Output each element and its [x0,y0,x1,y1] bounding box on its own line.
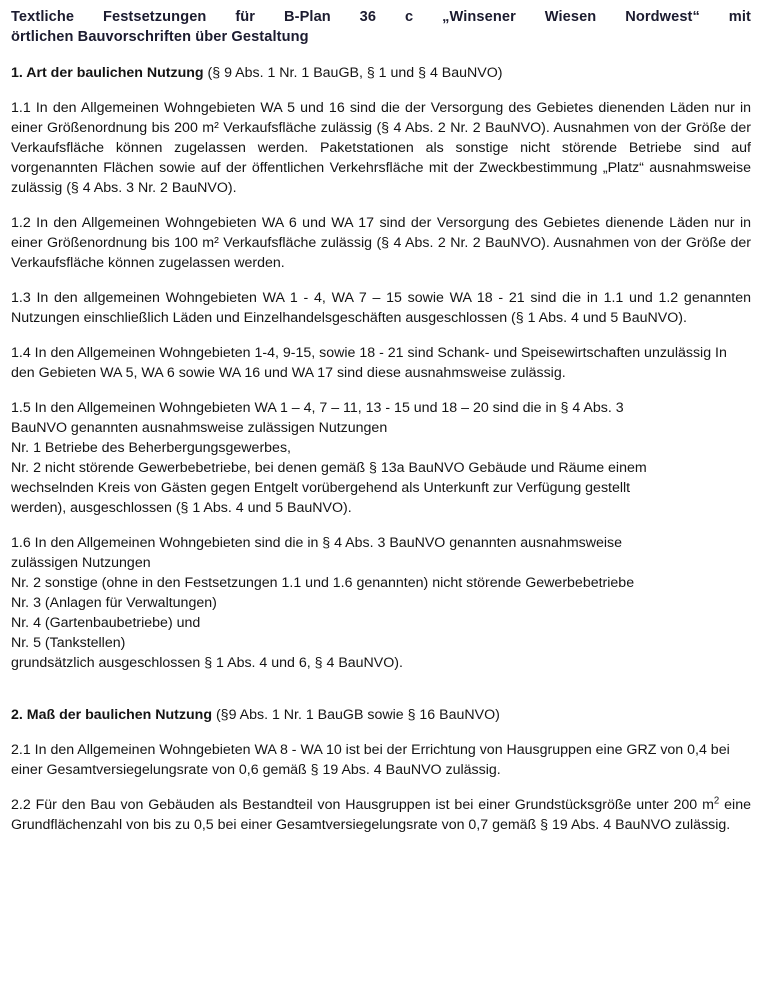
paragraph-2-2-part-1: 2.2 Für den Bau von Gebäuden als Bestandteil von Hausgruppen ist bei einer Grundstücksgröße unter 200 m [11,797,714,813]
paragraph-1-6-line-4: Nr. 3 (Anlagen für Verwaltungen) [11,595,217,611]
paragraph-1-2: 1.2 In den Allgemeinen Wohngebieten WA 6 und WA 17 sind der Versorgung des Gebietes dienende Läden nur in einer Größenordnung bis 100 m² Verkaufsfläche zulässig (§ 4 Abs. 2 Nr. 2 BauNVO). Ausnahmen von der Größe der Verkaufsfläche können zugelassen werden. [11,215,751,271]
paragraph-2-2-superscript: 2 [713,795,720,807]
paragraph-1-5-line-6: werden), ausgeschlossen (§ 1 Abs. 4 und 5 BauNVO). [11,500,352,516]
document-title-line-2: örtlichen Bauvorschriften über Gestaltung [11,29,309,45]
section-heading-2 [11,705,751,725]
paragraph-1-6-line-2: zulässigen Nutzungen [11,555,151,571]
paragraph-1-5-line-5: wechselnden Kreis von Gästen gegen Entgelt vorübergehend als Unterkunft zur Verfügung gestellt [11,480,631,496]
paragraph-2-2 [11,795,751,835]
section-heading-2-reference: (§9 Abs. 1 Nr. 1 BauGB sowie § 16 BauNVO) [212,707,500,723]
document-title [11,7,751,47]
document-title-line-1: Textliche Festsetzungen für B-Plan 36 c „Winsener Wiesen Nordwest“ mit [11,9,751,25]
section-heading-1-reference: (§ 9 Abs. 1 Nr. 1 BauGB, § 1 und § 4 BauNVO) [203,65,503,81]
paragraph-1-5-line-2: BauNVO genannten ausnahmsweise zulässigen Nutzungen [11,420,388,436]
section-heading-2-label: 2. Maß der baulichen Nutzung [11,707,213,723]
paragraph-1-5-line-3: Nr. 1 Betriebe des Beherbergungsgewerbes, [11,440,291,456]
paragraph-1-6-line-3: Nr. 2 sonstige (ohne in den Festsetzungen 1.1 und 1.6 genannten) nicht störende Gewerbebetriebe [11,575,635,591]
paragraph-1-6 [11,533,751,673]
paragraph-1-6-line-6: Nr. 5 (Tankstellen) [11,635,126,651]
paragraph-1-4: 1.4 In den Allgemeinen Wohngebieten 1-4, 9-15, sowie 18 - 21 sind Schank- und Speisewirtschaften unzulässig In den Gebieten WA 5, WA 6 sowie WA 16 und WA 17 sind diese ausnahmsweise zulässig. [11,345,727,381]
paragraph-1-1: 1.1 In den Allgemeinen Wohngebieten WA 5 und 16 sind die der Versorgung des Gebietes dienenden Läden nur in einer Größenordnung bis 200 m² Verkaufsfläche zulässig (§ 4 Abs. 2 Nr. 2 BauNVO). Ausnahmen von der Größe der Verkaufsfläche können zugelassen werden. Paketstationen als sonstige nicht störende Betriebe sind auf vorgenannten Flächen sowie auf der öffentlichen Verkehrsfläche mit der Zweckbestimmung „Platz“ ausnahmsweise zulässig (§ 4 Abs. 3 Nr. 2 BauNVO). [11,100,751,196]
paragraph-1-3: 1.3 In den allgemeinen Wohngebieten WA 1 - 4, WA 7 – 15 sowie WA 18 - 21 sind die in 1.1 und 1.2 genannten Nutzungen einschließlich Läden und Einzelhandelsgeschäften ausgeschlossen (§ 1 Abs. 4 und 5 BauNVO). [11,290,751,326]
paragraph-1-6-line-7: grundsätzlich ausgeschlossen § 1 Abs. 4 und 6, § 4 BauNVO). [11,655,403,671]
paragraph-2-1: 2.1 In den Allgemeinen Wohngebieten WA 8 - WA 10 ist bei der Errichtung von Hausgruppen eine GRZ von 0,4 bei einer Gesamtversiegelungsrate von 0,6 gemäß § 19 Abs. 4 BauNVO zulässig. [11,742,730,778]
paragraph-2-2-part-2: eine Grundflächenzahl von bis zu 0,5 bei einer Gesamtversiegelungsrate von 0,7 gemäß § 19 Abs. 4 BauNVO zulässig. [11,797,751,833]
paragraph-1-6-line-5: Nr. 4 (Gartenbaubetriebe) und [11,615,201,631]
section-heading-1 [11,63,751,83]
section-heading-1-label: 1. Art der baulichen Nutzung [11,65,204,81]
paragraph-1-5 [11,398,751,518]
paragraph-1-5-line-1: 1.5 In den Allgemeinen Wohngebieten WA 1 – 4, 7 – 11, 13 - 15 und 18 – 20 sind die in § 4 Abs. 3 [11,400,624,416]
paragraph-1-5-line-4: Nr. 2 nicht störende Gewerbebetriebe, bei denen gemäß § 13a BauNVO Gebäude und Räume einem [11,460,647,476]
paragraph-1-6-line-1: 1.6 In den Allgemeinen Wohngebieten sind die in § 4 Abs. 3 BauNVO genannten ausnahmsweise [11,535,623,551]
